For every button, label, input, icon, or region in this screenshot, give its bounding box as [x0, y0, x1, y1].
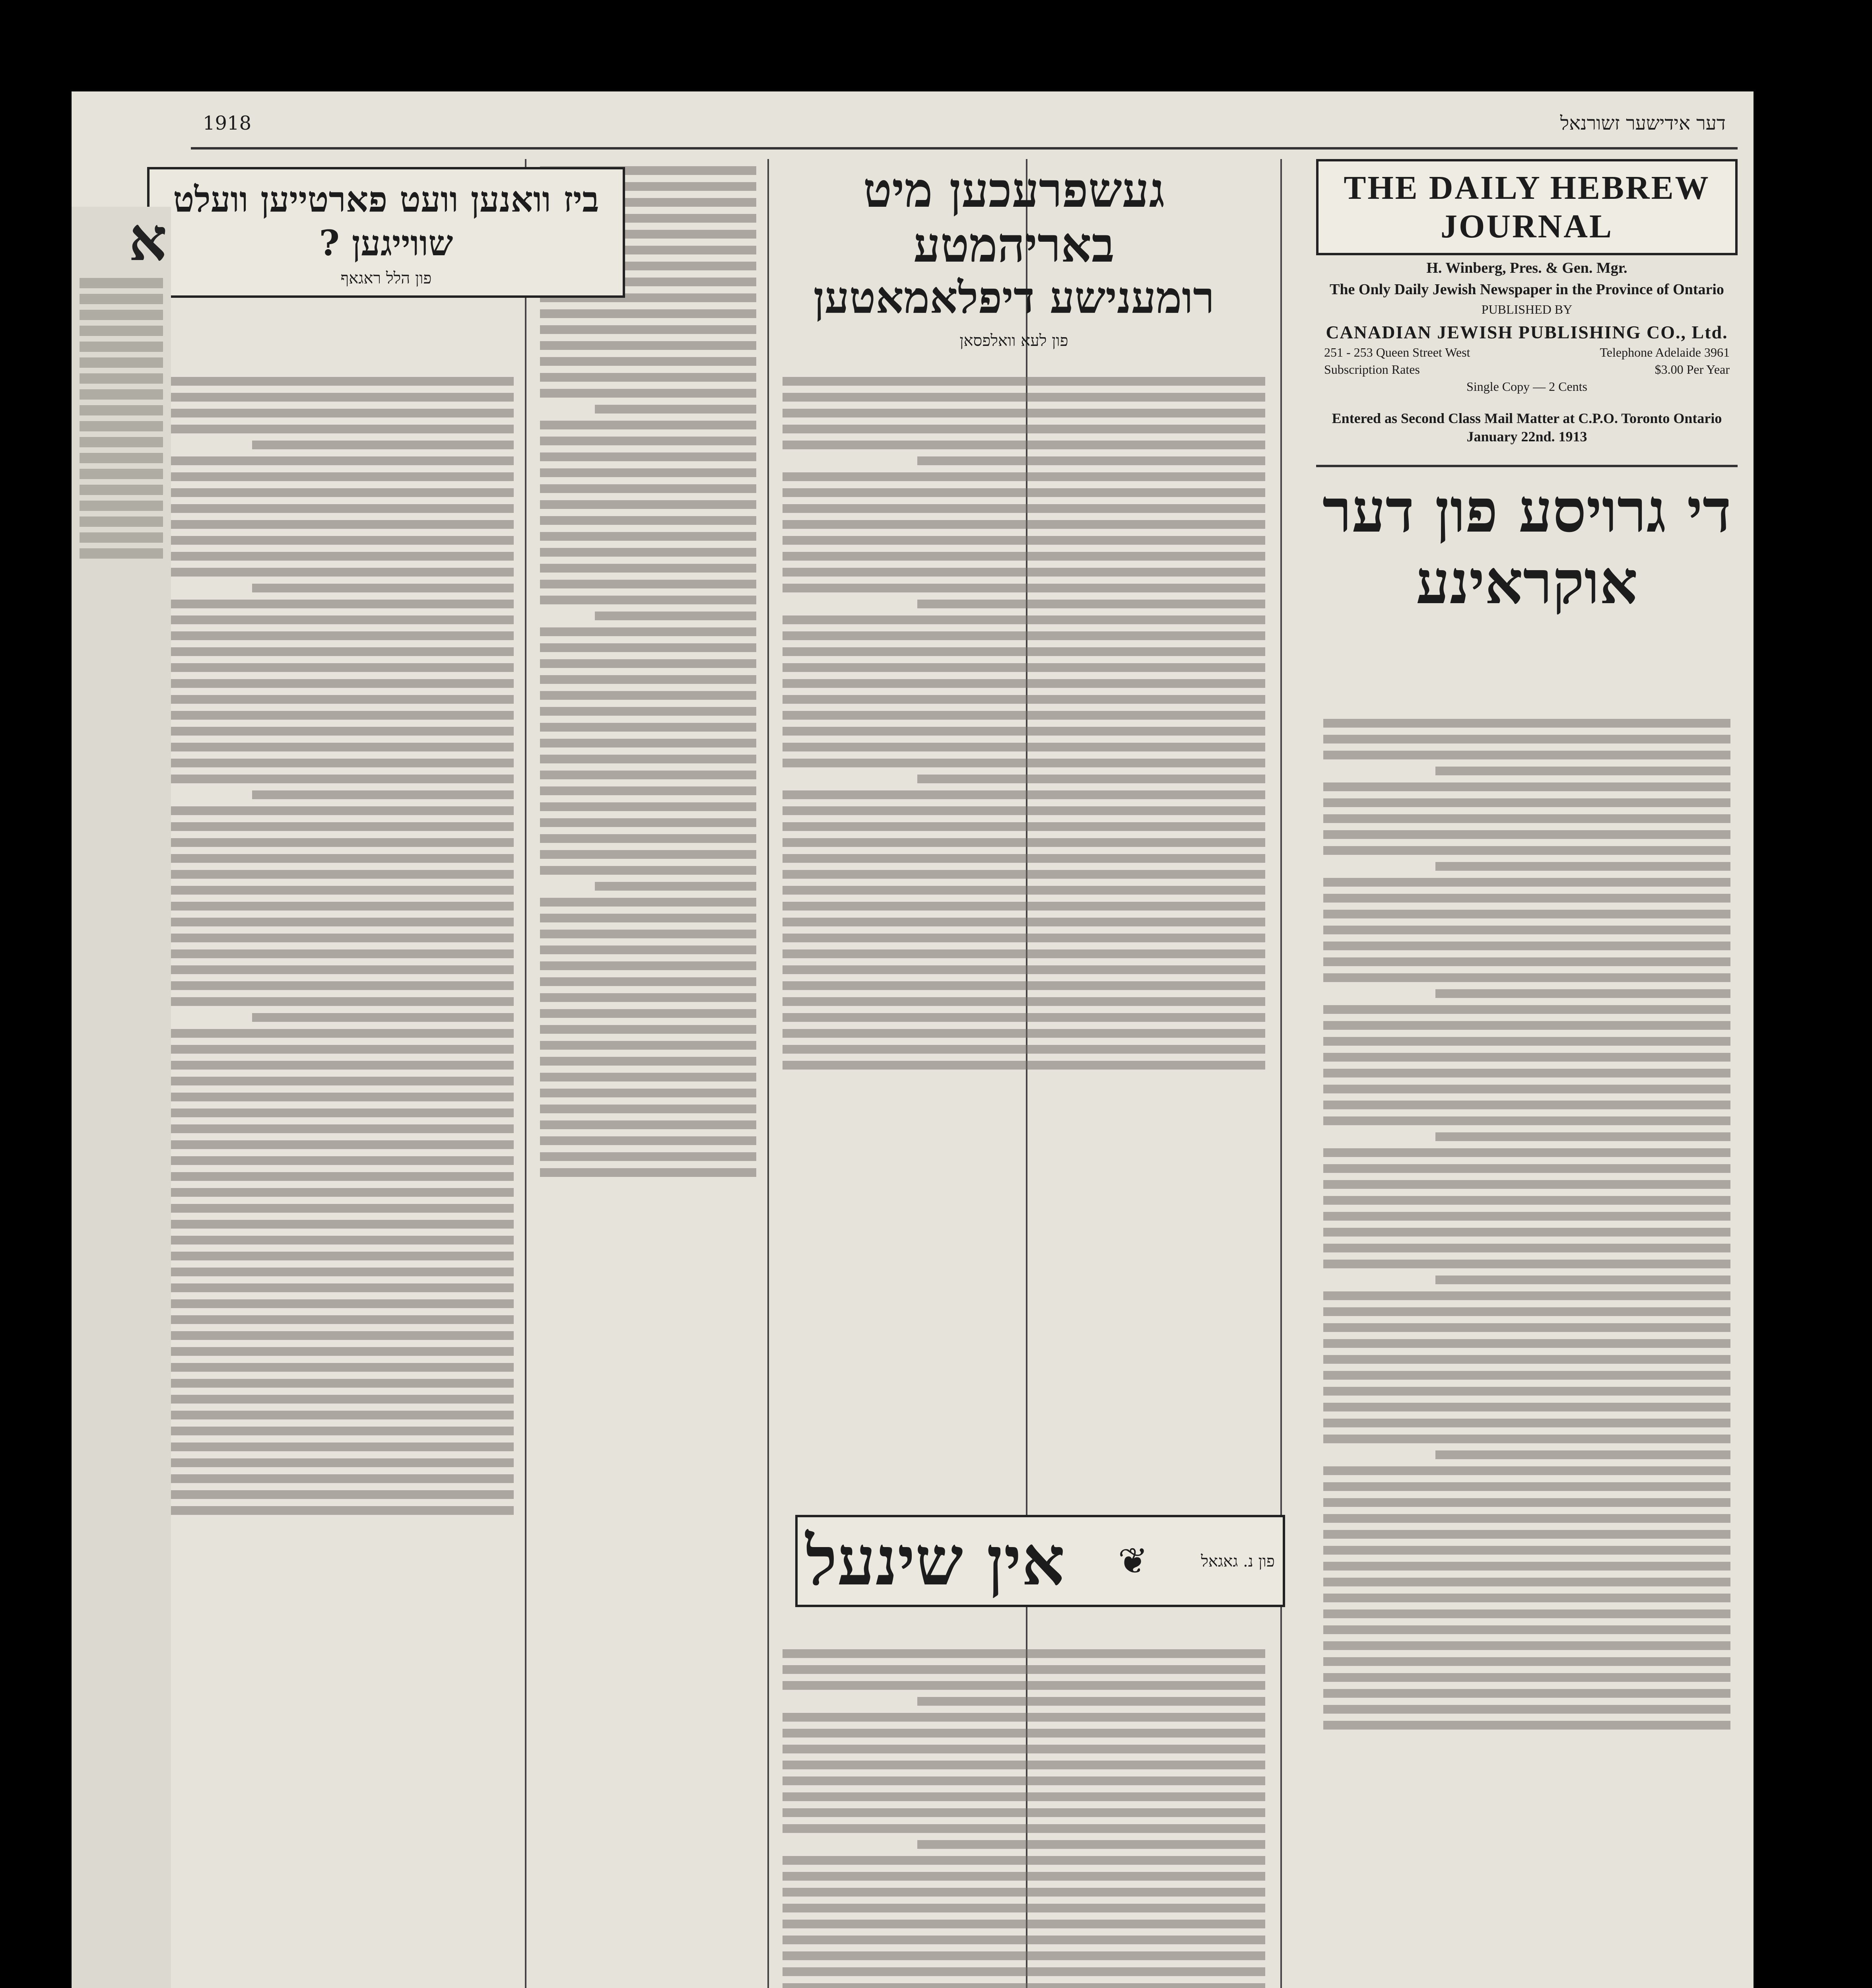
- masthead-entered-date: January 22nd. 1913: [1466, 429, 1587, 445]
- masthead-title: THE DAILY HEBREW JOURNAL: [1316, 159, 1738, 255]
- boxed-title-line1: ביז וואנען וועט פארטייען וועלט: [173, 179, 599, 220]
- second-headline-line1: געשפרעכען מיט באריהמטע: [863, 162, 1165, 273]
- page-header-left: 1918: [203, 112, 252, 134]
- second-headline-line2: רומענישע דיפלאמאטען: [813, 272, 1215, 323]
- mid-byline: פון נ. גאגאל: [1201, 1552, 1275, 1571]
- column-2-text: [775, 370, 1272, 1292]
- main-headline: די גרויסע פון דער אוקראינע: [1316, 465, 1738, 618]
- mid-article-header: [795, 1515, 1285, 1607]
- masthead-single-copy: Single Copy — 2 Cents: [1466, 379, 1587, 394]
- page-header-right: דער אידישער זשורנאל: [1560, 112, 1726, 134]
- adjacent-page-fragment: [72, 207, 171, 1988]
- column-1-text: [1316, 712, 1738, 1988]
- masthead-telephone: Telephone Adelaide 3961: [1600, 345, 1730, 359]
- masthead-rates-row: [1316, 362, 1738, 377]
- column-3-text: [533, 159, 763, 1988]
- column-2b-text: [775, 1642, 1272, 1988]
- masthead-rates-label: Subscription Rates: [1324, 362, 1420, 377]
- masthead-entered: Entered as Second Class Mail Matter at C.P.O. Toronto Ontario: [1332, 410, 1722, 426]
- masthead-rates-value: $3.00 Per Year: [1655, 362, 1730, 377]
- boxed-article-header: [147, 167, 625, 298]
- second-headline-block: [775, 163, 1253, 350]
- boxed-byline: פון הלל ראגאף: [340, 269, 432, 287]
- masthead-address: 251 - 253 Queen Street West: [1324, 345, 1470, 359]
- masthead-address-row: [1316, 345, 1738, 360]
- masthead-company: CANADIAN JEWISH PUBLISHING CO., Ltd.: [1326, 322, 1728, 342]
- mid-title: אין שינעל: [806, 1521, 1065, 1601]
- boxed-title-line2: שווייגען ?: [319, 222, 453, 264]
- second-byline: פון לעא וואלפסאן: [959, 331, 1068, 350]
- column-4-text: [147, 370, 521, 1988]
- leaf-ornament-icon: ❦: [1118, 1540, 1148, 1582]
- fragment-glyph-1: א: [128, 207, 167, 274]
- masthead-published-by: PUBLISHED BY: [1481, 302, 1573, 316]
- masthead: [1316, 159, 1738, 618]
- page-header: [191, 99, 1738, 149]
- newspaper-page: [72, 91, 1754, 1988]
- masthead-publisher: H. Winberg, Pres. & Gen. Mgr.: [1426, 260, 1627, 276]
- masthead-tagline: The Only Daily Jewish Newspaper in the Province of Ontario: [1330, 281, 1724, 298]
